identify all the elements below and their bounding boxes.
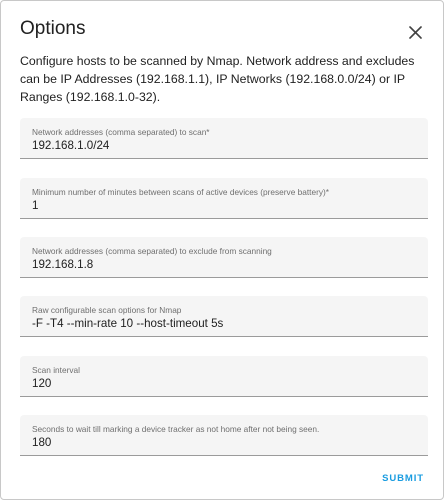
scan-hosts-label: Network addresses (comma separated) to scan* (32, 127, 210, 137)
consider-home-label: Seconds to wait till marking a device tracker as not home after not being seen. (32, 424, 320, 434)
scan-interval-label: Scan interval (32, 365, 80, 375)
consider-home-field[interactable] (20, 415, 428, 456)
consider-home-input[interactable] (32, 436, 412, 450)
exclude-hosts-label: Network addresses (comma separated) to exclude from scanning (32, 246, 272, 256)
min-scan-minutes-input[interactable] (32, 199, 412, 213)
exclude-hosts-input[interactable] (32, 258, 412, 272)
min-scan-minutes-field[interactable] (20, 178, 428, 219)
close-button[interactable] (401, 18, 429, 46)
submit-button[interactable]: SUBMIT (380, 469, 426, 488)
scan-hosts-field[interactable] (20, 118, 428, 159)
dialog-description: Configure hosts to be scanned by Nmap. Network address and excludes can be IP Addresses (192.168.1.1), IP Networks (192.168.0.0/24) or IP Ranges (192.168.1.0-32). (20, 54, 415, 104)
scan-interval-input[interactable] (32, 377, 412, 391)
scan-options-input[interactable] (32, 317, 412, 331)
scan-interval-field[interactable] (20, 356, 428, 397)
scan-hosts-input[interactable] (32, 139, 412, 153)
close-icon (409, 26, 422, 39)
min-scan-minutes-label: Minimum number of minutes between scans of active devices (preserve battery)* (32, 187, 329, 197)
exclude-hosts-field[interactable] (20, 237, 428, 278)
scan-options-field[interactable] (20, 296, 428, 337)
dialog-title: Options (20, 18, 86, 39)
dialog-header (1, 1, 443, 53)
scan-options-label: Raw configurable scan options for Nmap (32, 305, 182, 315)
